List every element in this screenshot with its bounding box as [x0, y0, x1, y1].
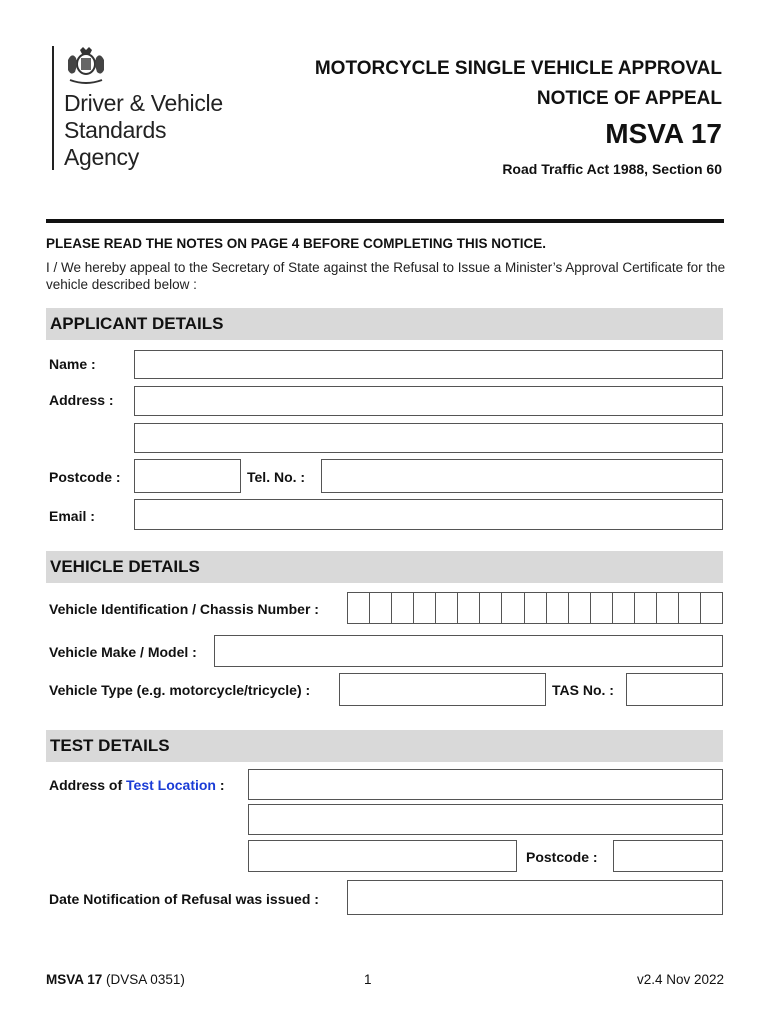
- make-model-label: Vehicle Make / Model :: [49, 644, 197, 660]
- vin-cell[interactable]: [613, 593, 635, 623]
- test-postcode-label: Postcode :: [526, 849, 598, 865]
- vin-cell[interactable]: [701, 593, 722, 623]
- vin-field[interactable]: [347, 592, 723, 624]
- agency-name: [64, 90, 223, 171]
- tel-field[interactable]: [321, 459, 723, 493]
- address-field-line2[interactable]: [134, 423, 723, 453]
- appeal-statement: I / We hereby appeal to the Secretary of State against the Refusal to Issue a Minister’s Approval Certificate for the vehicle described below :: [46, 260, 726, 292]
- vin-cell[interactable]: [436, 593, 458, 623]
- test-address-prefix: Address of: [49, 777, 123, 793]
- make-model-field[interactable]: [214, 635, 723, 667]
- postcode-field[interactable]: [134, 459, 241, 493]
- email-label: Email :: [49, 508, 95, 524]
- tas-field[interactable]: [626, 673, 723, 706]
- vehicle-section-header: [46, 551, 723, 583]
- vin-cell[interactable]: [392, 593, 414, 623]
- test-address-line3[interactable]: [248, 840, 517, 872]
- form-version: v2.4 Nov 2022: [636, 972, 724, 987]
- vin-cell[interactable]: [414, 593, 436, 623]
- tel-label: Tel. No. :: [247, 469, 306, 485]
- vin-cell[interactable]: [525, 593, 547, 623]
- test-location-link[interactable]: Test Location: [126, 777, 216, 793]
- refusal-date-label: Date Notification of Refusal was issued :: [49, 891, 319, 907]
- vin-cell[interactable]: [679, 593, 701, 623]
- footer-form-ref: (DVSA 0351): [106, 972, 185, 987]
- applicant-heading: APPLICANT DETAILS: [50, 314, 224, 333]
- vin-cell[interactable]: [635, 593, 657, 623]
- form-title-line1: MOTORCYCLE SINGLE VEHICLE APPROVAL: [314, 58, 722, 79]
- name-label: Name :: [49, 356, 96, 372]
- vehicle-type-label: Vehicle Type (e.g. motorcycle/tricycle) :: [49, 682, 311, 698]
- act-reference: Road Traffic Act 1988, Section 60: [502, 161, 722, 177]
- footer-form-id: [46, 972, 185, 987]
- footer-form-number: MSVA 17: [46, 972, 103, 987]
- postcode-label: Postcode :: [49, 469, 121, 485]
- agency-line-2: Standards: [64, 117, 167, 143]
- applicant-section-header: [46, 308, 723, 340]
- agency-line-1: Driver & Vehicle: [64, 90, 223, 116]
- form-number: MSVA 17: [605, 118, 722, 149]
- vin-cell[interactable]: [547, 593, 569, 623]
- address-field-line1[interactable]: [134, 386, 723, 416]
- email-field[interactable]: [134, 499, 723, 530]
- header-rule: [46, 219, 724, 223]
- notes-notice: PLEASE READ THE NOTES ON PAGE 4 BEFORE COMPLETING THIS NOTICE.: [46, 236, 547, 251]
- test-address-label: [49, 777, 225, 793]
- vin-cell[interactable]: [458, 593, 480, 623]
- vehicle-heading: VEHICLE DETAILS: [50, 557, 200, 576]
- address-label: Address :: [49, 392, 114, 408]
- vin-cell[interactable]: [657, 593, 679, 623]
- test-address-suffix: :: [219, 777, 225, 793]
- test-heading: TEST DETAILS: [50, 736, 170, 755]
- tas-label: TAS No. :: [552, 682, 614, 698]
- test-address-line1[interactable]: [248, 769, 723, 800]
- test-postcode-field[interactable]: [613, 840, 723, 872]
- agency-line-3: Agency: [64, 144, 139, 170]
- vin-label: Vehicle Identification / Chassis Number :: [49, 601, 319, 617]
- refusal-date-field[interactable]: [347, 880, 723, 915]
- vin-cell[interactable]: [348, 593, 370, 623]
- name-field[interactable]: [134, 350, 723, 379]
- vin-cell[interactable]: [370, 593, 392, 623]
- logo-divider: [52, 46, 54, 170]
- vehicle-type-field[interactable]: [339, 673, 546, 706]
- test-address-line2[interactable]: [248, 804, 723, 835]
- vin-cell[interactable]: [480, 593, 502, 623]
- form-title-line2: NOTICE OF APPEAL: [536, 88, 722, 109]
- vin-cell[interactable]: [502, 593, 524, 623]
- royal-crest-icon: [62, 46, 110, 86]
- vin-cell[interactable]: [569, 593, 591, 623]
- page-number: 1: [364, 972, 372, 987]
- vin-cell[interactable]: [591, 593, 613, 623]
- test-section-header: [46, 730, 723, 762]
